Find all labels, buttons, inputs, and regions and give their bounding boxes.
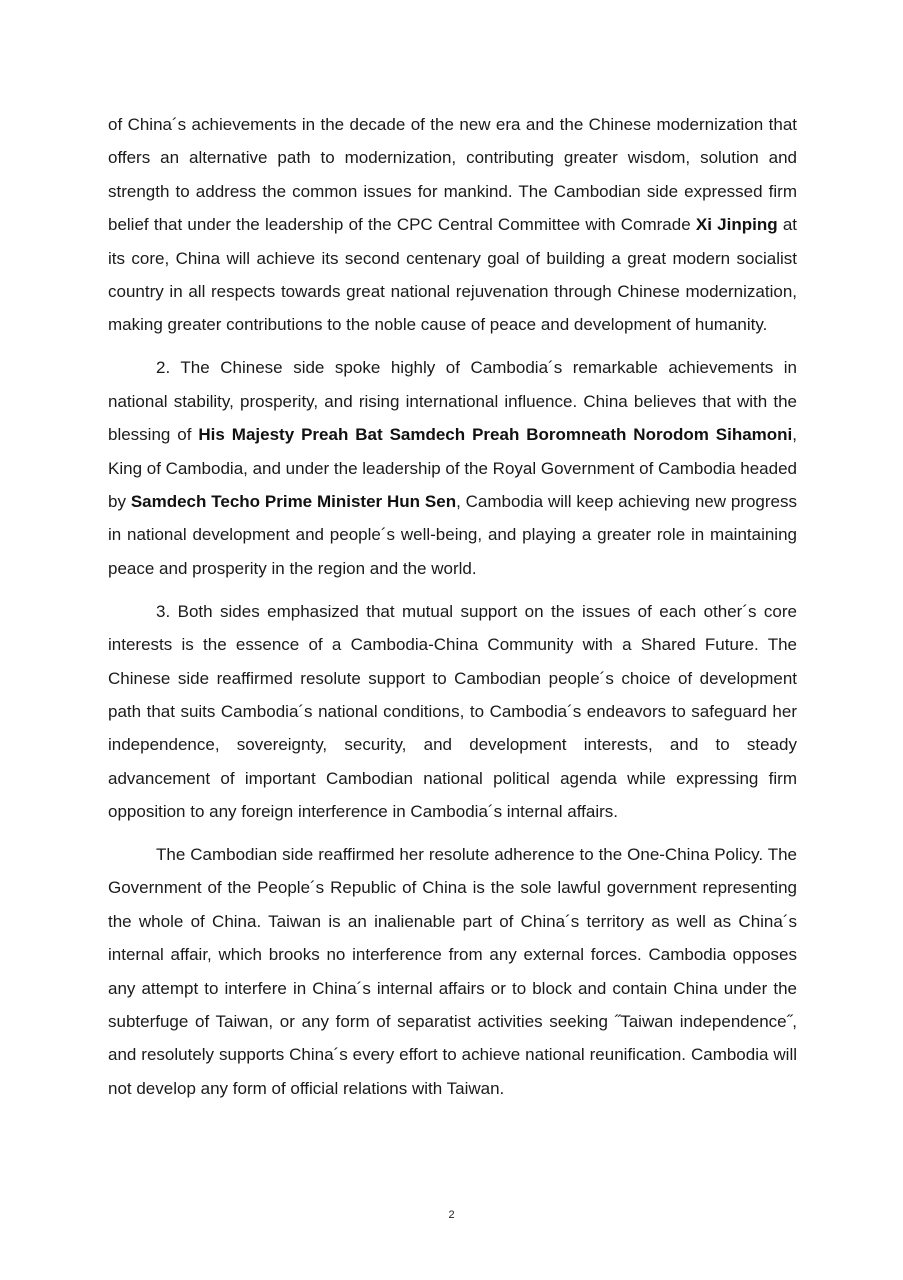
paragraph-text: The Cambodian side reaffirmed her resolute adherence to the One-China Policy. The Government of the People´s Republic of China is the sole lawful government representing the whole of China. Taiwan is an inalienable part of China´s territory as well as China´s internal affair, which brooks no interference from any external forces. Cambodia opposes any attempt to interfere in China´s internal affairs or to block and contain China under the subterfuge of Taiwan, or any form of separatist activities seeking ˝Taiwan independence˝, and resolutely supports China´s every effort to achieve national reunification. Cambodia will not develop any form of official relations with Taiwan.	[108, 845, 797, 1098]
paragraph-text: , King of Cambodia, and under the leadership of the Royal Government of Cambodia headed by	[108, 425, 798, 511]
person-name-xi-jinping: Xi Jinping	[695, 215, 778, 235]
paragraph-text: of China´s achievements in the decade of the new era and the Chinese modernization that offers an alternative path to modernization, contributing greater wisdom, solution and strength to address the common issues for mankind. The Cambodian side expressed firm belief that under the leadership of the CPC Central Committee with Comrade	[108, 115, 797, 235]
paragraph-3	[108, 595, 797, 829]
paragraph-1	[108, 108, 797, 342]
paragraph-4	[108, 838, 797, 1105]
person-name-hun-sen: Samdech Techo Prime Minister Hun Sen	[130, 491, 457, 511]
page-number: 2	[448, 1209, 455, 1221]
paragraph-2	[108, 351, 797, 585]
paragraph-text: 3. Both sides emphasized that mutual support on the issues of each other´s core interests is the essence of a Cambodia-China Community with a Shared Future. The Chinese side reaffirmed resolute support to Cambodian people´s choice of development path that suits Cambodia´s national conditions, to Cambodia´s endeavors to safeguard her independence, sovereignty, security, and development interests, and to steady advancement of important Cambodian national political agenda while expressing firm opposition to any foreign interference in Cambodia´s internal affairs.	[108, 601, 797, 822]
document-body	[108, 108, 797, 1115]
paragraph-text: at its core, China will achieve its second centenary goal of building a great modern socialist country in all respects towards great national rejuvenation through Chinese modernization, making greater contributions to the noble cause of peace and development of humanity.	[108, 215, 797, 335]
person-name-king-sihamoni: His Majesty Preah Bat Samdech Preah Boromneath Norodom Sihamoni	[198, 425, 793, 445]
paragraph-text: 2. The Chinese side spoke highly of Cambodia´s remarkable achievements in national stability, prosperity, and rising international influence. China believes that with the blessing of	[108, 358, 797, 445]
paragraph-text: , Cambodia will keep achieving new progress in national development and people´s well-being, and playing a greater role in maintaining peace and prosperity in the region and the world.	[108, 491, 797, 578]
